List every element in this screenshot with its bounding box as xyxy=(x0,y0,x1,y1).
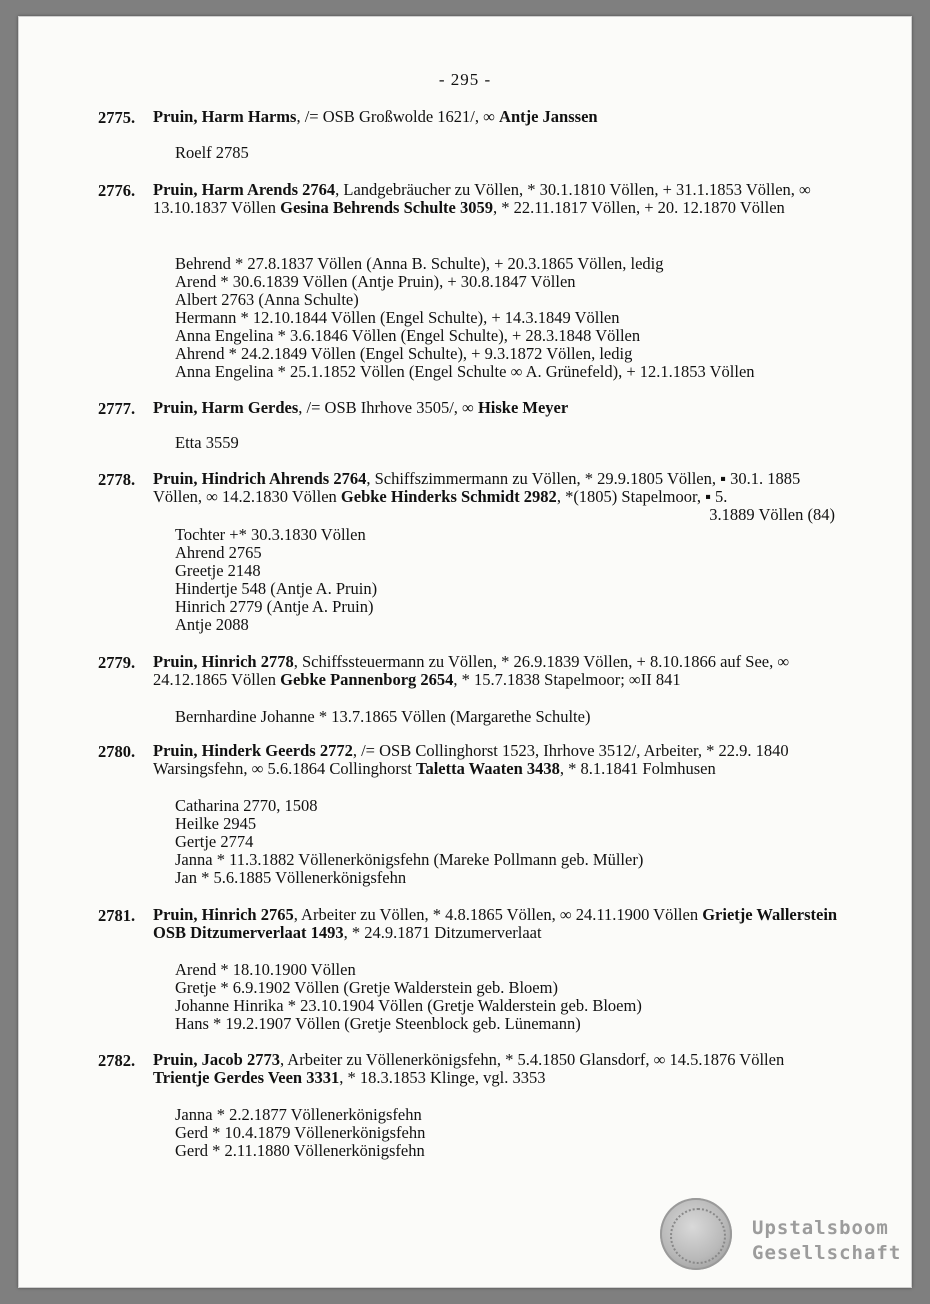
entry-heading: Pruin, Hinrich 2765, Arbeiter zu Völlen, * 4.8.1865 Völlen, ∞ 24.11.1900 Völlen Grietje Wallerstein OSB Ditzumerverlaat 1493, * 24.9.1871 Ditzumerverlaat xyxy=(153,905,838,942)
child-line: Arend * 18.10.1900 Völlen xyxy=(175,960,356,979)
entry-heading: Pruin, Hinderk Geerds 2772, /= OSB Collinghorst 1523, Ihrhove 3512/, Arbeiter, * 22.9. 1840 Warsingsfehn, ∞ 5.6.1864 Collinghorst Taletta Waaten 3438, * 8.1.1841 Folmhusen xyxy=(153,741,789,778)
child-line: Hermann * 12.10.1844 Völlen (Engel Schulte), + 14.3.1849 Völlen xyxy=(175,308,620,327)
child-line: Gerd * 2.11.1880 Völlenerkönigsfehn xyxy=(175,1141,425,1160)
society-seal-icon xyxy=(660,1198,732,1270)
entry-number: 2782. xyxy=(98,1051,136,1070)
page-number: - 295 - xyxy=(438,70,492,89)
child-line: Janna * 2.2.1877 Völlenerkönigsfehn xyxy=(175,1105,422,1124)
child-line: Arend * 30.6.1839 Völlen (Antje Pruin), + 30.8.1847 Völlen xyxy=(175,272,576,291)
child-line: Anna Engelina * 3.6.1846 Völlen (Engel Schulte), + 28.3.1848 Völlen xyxy=(175,326,641,345)
entry-number: 2777. xyxy=(98,399,136,418)
child-line: Behrend * 27.8.1837 Völlen (Anna B. Schulte), + 20.3.1865 Völlen, ledig xyxy=(175,254,664,273)
child-line: Greetje 2148 xyxy=(175,561,261,580)
entry-number: 2775. xyxy=(98,108,136,127)
entry-number: 2780. xyxy=(98,742,136,761)
society-watermark xyxy=(752,1216,912,1266)
children-list xyxy=(175,797,855,887)
child-line: Anna Engelina * 25.1.1852 Völlen (Engel Schulte ∞ A. Grünefeld), + 12.1.1853 Völlen xyxy=(175,362,755,381)
children-list xyxy=(175,144,855,162)
entry-heading: Pruin, Jacob 2773, Arbeiter zu Völlenerkönigsfehn, * 5.4.1850 Glansdorf, ∞ 14.5.1876 Völlen Trientje Gerdes Veen 3331, * 18.3.1853 Klinge, vgl. 3353 xyxy=(153,1050,785,1087)
child-line: Antje 2088 xyxy=(175,615,249,634)
children-list xyxy=(175,1106,855,1160)
child-line: Johanne Hinrika * 23.10.1904 Völlen (Gretje Walderstein geb. Bloem) xyxy=(175,996,642,1015)
watermark-line-2: Gesellschaft xyxy=(752,1242,902,1264)
child-line: Ahrend 2765 xyxy=(175,543,262,562)
entry-number: 2781. xyxy=(98,906,136,925)
children-list xyxy=(175,255,855,381)
entry-number: 2776. xyxy=(98,181,136,200)
entry-heading: Pruin, Harm Arends 2764, Landgebräucher zu Völlen, * 30.1.1810 Völlen, + 31.1.1853 Völlen, ∞ 13.10.1837 Völlen Gesina Behrends Schulte 3059, * 22.11.1817 Völlen, + 20. 12.1870 Völlen xyxy=(153,180,811,217)
child-line: Catharina 2770, 1508 xyxy=(175,796,318,815)
child-line: Ahrend * 24.2.1849 Völlen (Engel Schulte), + 9.3.1872 Völlen, ledig xyxy=(175,344,633,363)
watermark-line-1: Upstalsboom xyxy=(752,1217,889,1239)
child-line: Hinrich 2779 (Antje A. Pruin) xyxy=(175,597,374,616)
child-line: Hindertje 548 (Antje A. Pruin) xyxy=(175,579,378,598)
child-line: Etta 3559 xyxy=(175,433,239,452)
child-line: Hans * 19.2.1907 Völlen (Gretje Steenblock geb. Lünemann) xyxy=(175,1014,581,1033)
children-list xyxy=(175,708,855,726)
child-line: Tochter +* 30.3.1830 Völlen xyxy=(175,525,366,544)
child-line: Albert 2763 (Anna Schulte) xyxy=(175,290,359,309)
child-line: Janna * 11.3.1882 Völlenerkönigsfehn (Mareke Pollmann geb. Müller) xyxy=(175,850,644,869)
entry-number: 2779. xyxy=(98,653,136,672)
child-line: Heilke 2945 xyxy=(175,814,257,833)
child-line: Gertje 2774 xyxy=(175,832,254,851)
child-line: Gerd * 10.4.1879 Völlenerkönigsfehn xyxy=(175,1123,426,1142)
entry-heading: Pruin, Harm Gerdes, /= OSB Ihrhove 3505/, ∞ Hiske Meyer xyxy=(153,398,569,417)
child-line: Bernhardine Johanne * 13.7.1865 Völlen (Margarethe Schulte) xyxy=(175,707,591,726)
entry-heading: Pruin, Harm Harms, /= OSB Großwolde 1621/, ∞ Antje Janssen xyxy=(153,107,598,126)
entry-heading: Pruin, Hinrich 2778, Schiffssteuermann zu Völlen, * 26.9.1839 Völlen, + 8.10.1866 auf See, ∞ 24.12.1865 Völlen Gebke Pannenborg 2654, * 15.7.1838 Stapelmoor; ∞II 841 xyxy=(153,652,790,689)
children-list xyxy=(175,434,855,452)
entry-heading: Pruin, Hindrich Ahrends 2764, Schiffszimmermann zu Völlen, * 29.9.1805 Völlen, ▪ 30.1. 1885 Völlen, ∞ 14.2.1830 Völlen Gebke Hinderks Schmidt 2982, *(1805) Stapelmoor, ▪ 5. 3.1889 Völlen (84) xyxy=(153,469,835,524)
children-list xyxy=(175,961,855,1033)
child-line: Gretje * 6.9.1902 Völlen (Gretje Walderstein geb. Bloem) xyxy=(175,978,558,997)
child-line: Jan * 5.6.1885 Völlenerkönigsfehn xyxy=(175,868,407,887)
entry-number: 2778. xyxy=(98,470,136,489)
children-list xyxy=(175,526,855,634)
child-line: Roelf 2785 xyxy=(175,143,249,162)
